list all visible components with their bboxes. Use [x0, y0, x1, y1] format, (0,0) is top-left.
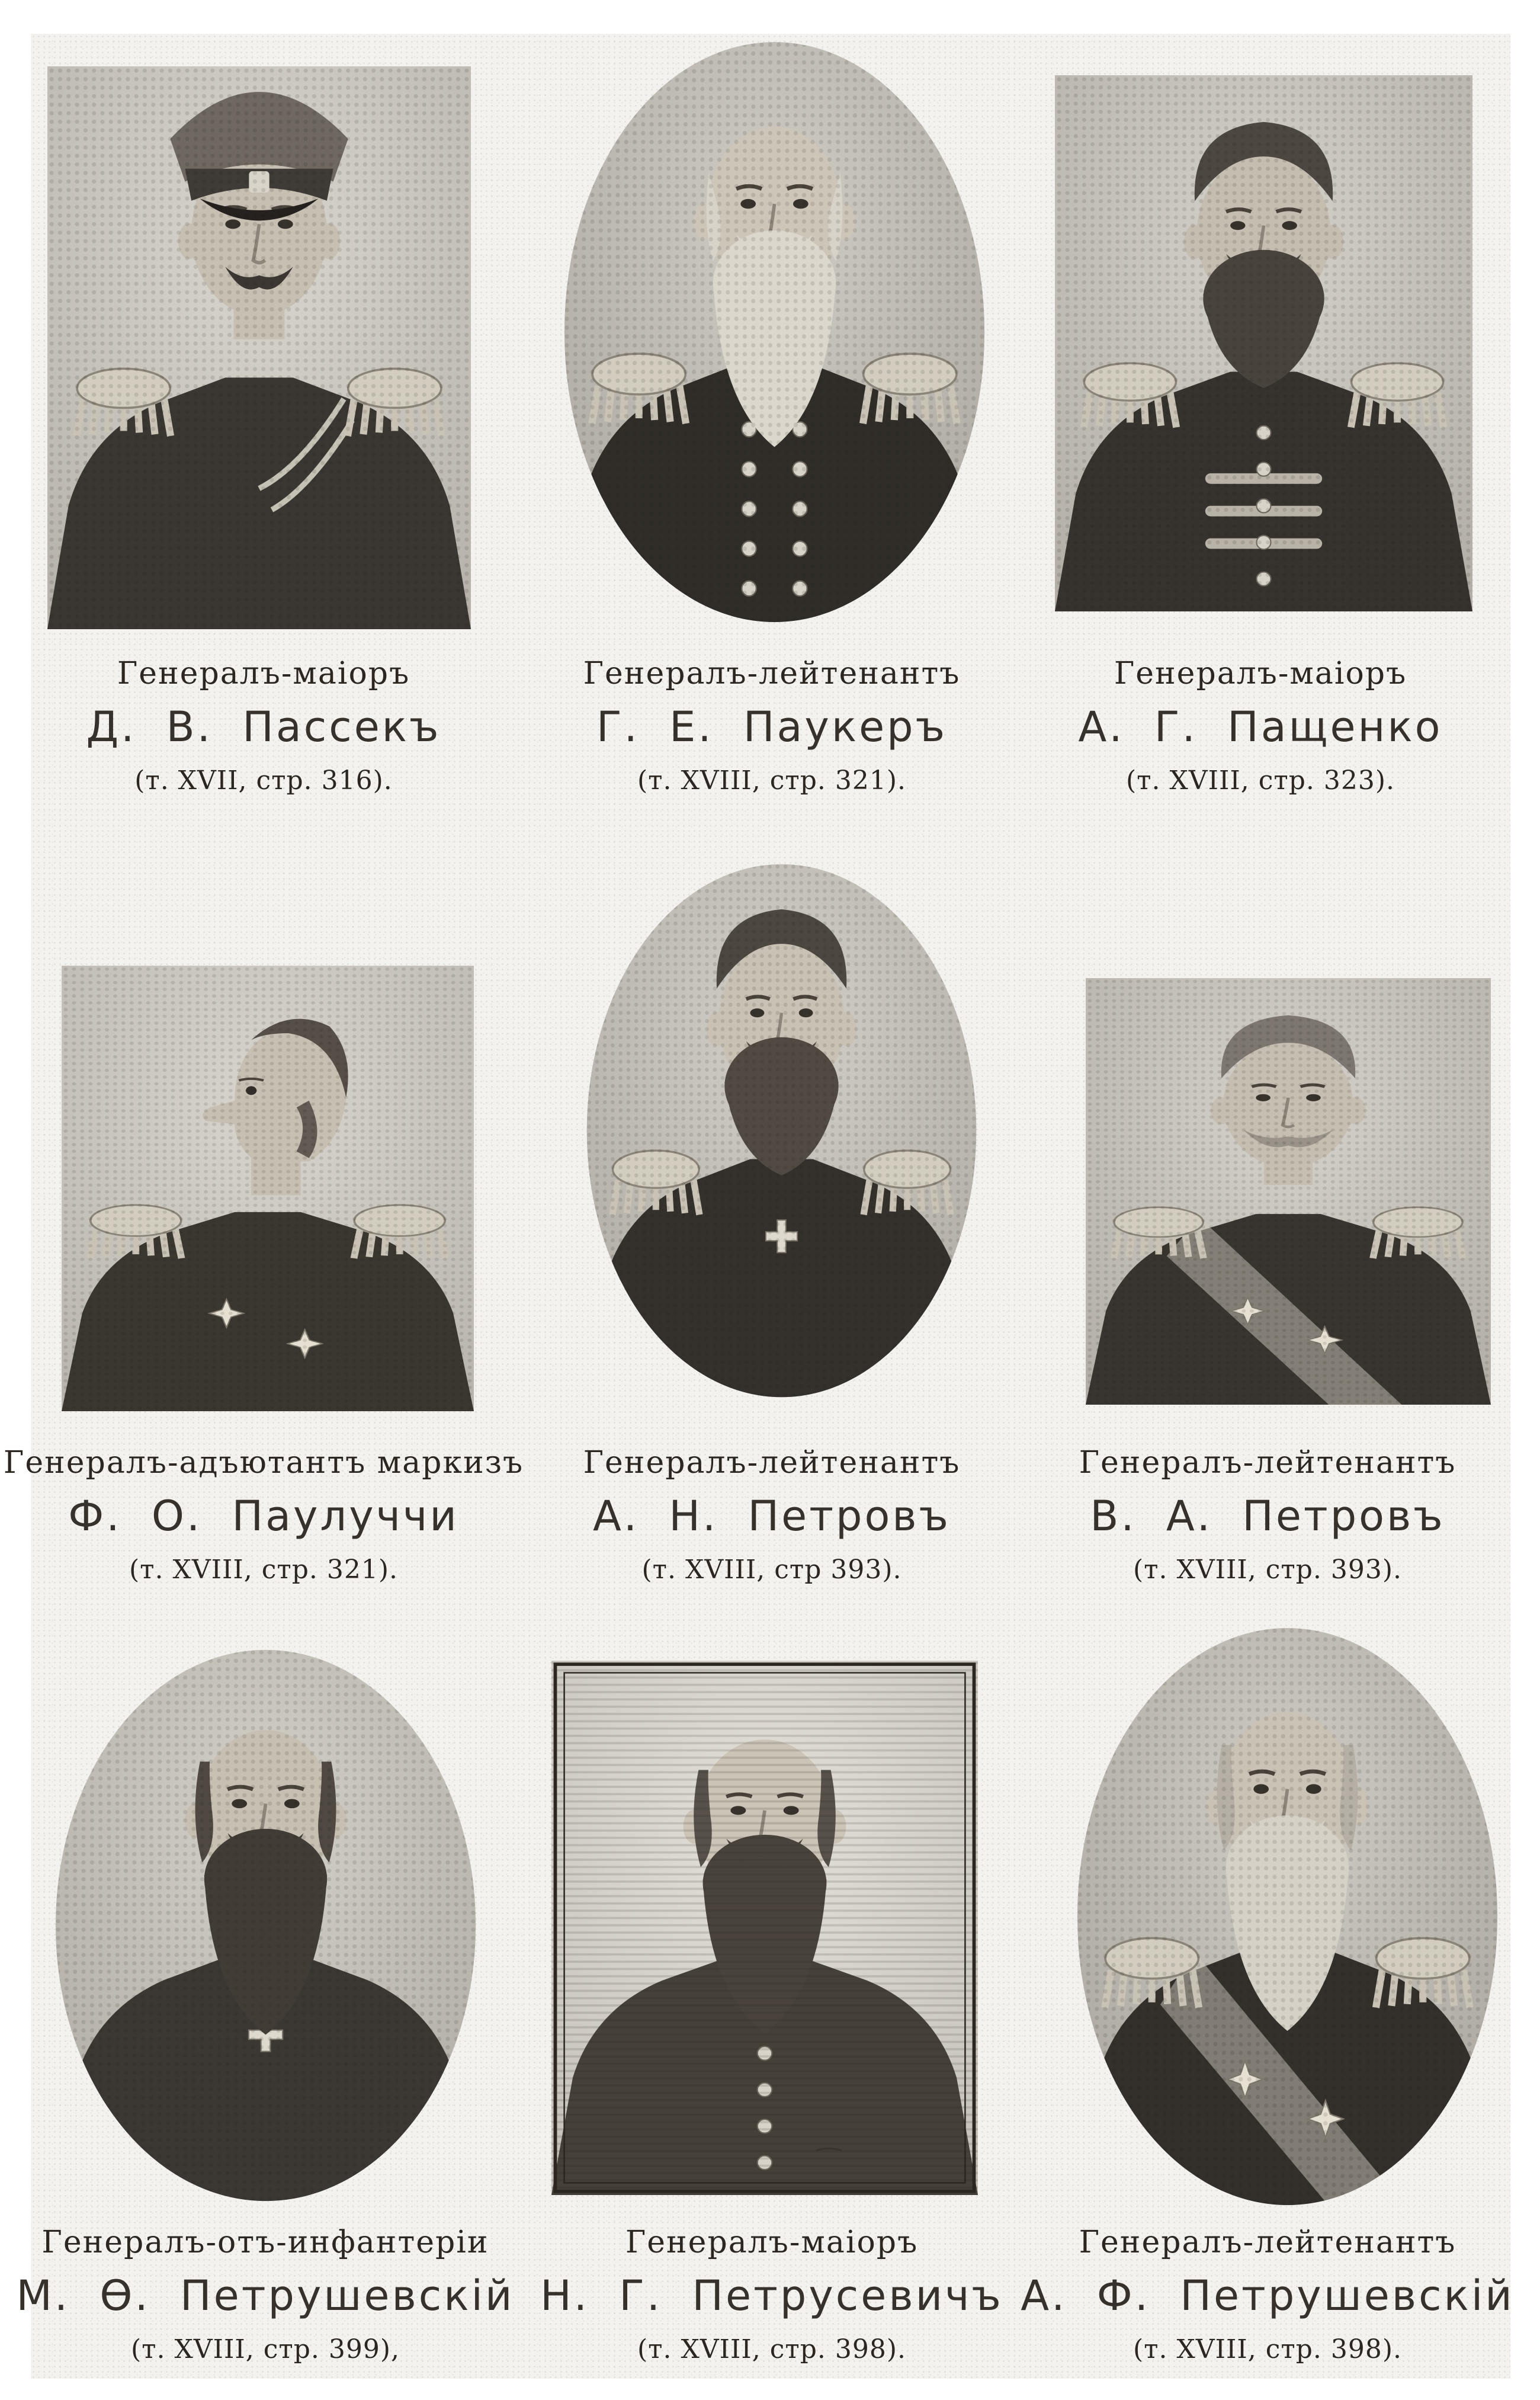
portrait-photo-petrushevsky-mf [54, 1648, 477, 2203]
caption-rank: Генералъ-лейтенантъ [1079, 2225, 1456, 2260]
portrait-caption [505, 2225, 1038, 2363]
caption-rank: Генералъ-маіоръ [117, 656, 410, 691]
caption-rank: Генералъ-адъютантъ маркизъ [3, 1445, 524, 1481]
caption-name: В. А. Петровъ [1090, 1491, 1445, 1540]
caption-ref: (т. XVIII, стр. 323). [1126, 765, 1395, 796]
caption-ref: (т. XVIII, стр 393). [641, 1554, 902, 1585]
portrait-photo-petrusevich [551, 1661, 978, 2195]
portrait-photo-petrov-va [1086, 978, 1491, 1405]
caption-name: Д. В. Пассекъ [86, 702, 441, 751]
portrait-caption [505, 656, 1038, 794]
portrait-photo-pashchenko [1055, 75, 1472, 611]
caption-ref: (т. XVIII, стр. 321). [129, 1554, 398, 1585]
portrait-caption [0, 2225, 532, 2363]
caption-rank: Генералъ-маіоръ [1114, 656, 1407, 691]
caption-rank: Генералъ-маіоръ [625, 2225, 919, 2260]
caption-ref: (т. XVII, стр. 316). [134, 765, 393, 796]
caption-name: А. Г. Пащенко [1078, 702, 1443, 751]
caption-ref: (т. XVIII, стр. 398). [1133, 2334, 1402, 2364]
caption-name: Ф. О. Паулуччи [68, 1491, 459, 1540]
caption-name: Н. Г. Петрусевичъ [540, 2271, 1003, 2320]
caption-rank: Генералъ-лейтенантъ [583, 656, 961, 691]
portrait-photo-petrushevsky-af [1076, 1626, 1499, 2207]
caption-rank: Генералъ-лейтенантъ [1079, 1445, 1456, 1481]
portrait-caption [994, 656, 1527, 794]
caption-ref: (т. XVIII, стр. 321). [637, 765, 906, 796]
portrait-caption [0, 1446, 530, 1583]
caption-name: А. Н. Петровъ [593, 1491, 951, 1540]
portrait-photo-passek [47, 66, 471, 629]
portrait-caption [1001, 2225, 1534, 2363]
caption-rank: Генералъ-отъ-инфантеріи [41, 2225, 489, 2260]
caption-name: А. Ф. Петрушевскій [1021, 2271, 1515, 2320]
portrait-photo-pauker [563, 40, 986, 624]
caption-rank: Генералъ-лейтенантъ [583, 1445, 961, 1481]
caption-ref: (т. XVIII, стр. 398). [637, 2334, 906, 2364]
caption-name: М. Ѳ. Петрушевскій [16, 2271, 515, 2320]
portrait-photo-paulucci [62, 966, 474, 1411]
caption-name: Г. Е. Паукеръ [596, 702, 948, 751]
portrait-photo-petrov-an [585, 863, 978, 1399]
caption-ref: (т. XVIII, стр. 399), [131, 2334, 400, 2364]
portrait-caption [0, 656, 530, 794]
caption-ref: (т. XVIII, стр. 393). [1133, 1554, 1402, 1585]
portrait-caption [505, 1446, 1038, 1583]
portrait-caption [1001, 1446, 1534, 1583]
